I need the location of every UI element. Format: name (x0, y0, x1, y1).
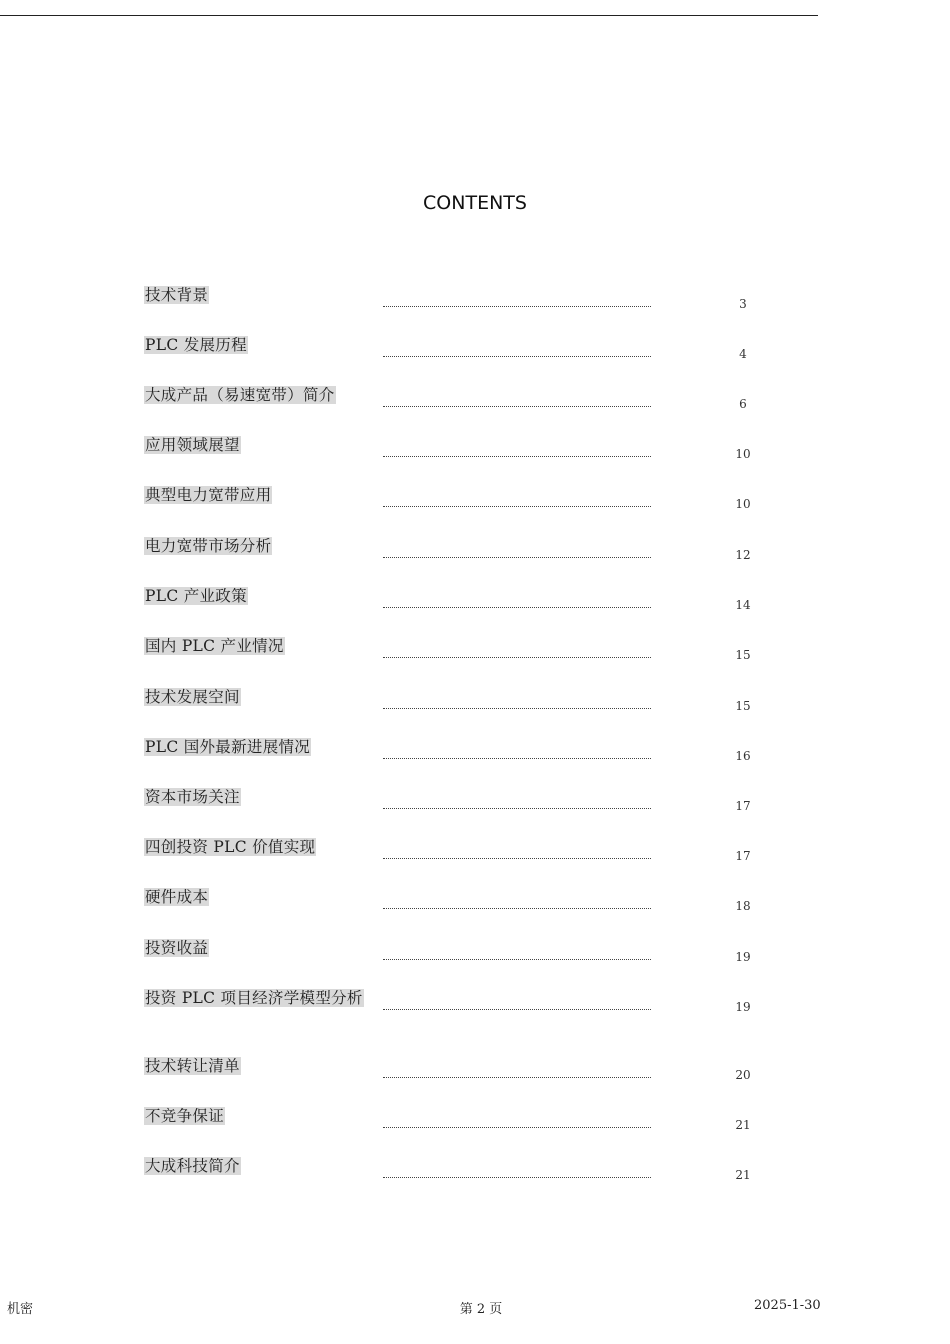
toc-entry[interactable] (0, 784, 950, 832)
toc-dot-leader (383, 557, 651, 558)
toc-entry-label[interactable] (144, 583, 372, 610)
toc-page-number[interactable]: 21 (735, 1168, 751, 1182)
toc-page-number[interactable]: 14 (735, 598, 751, 612)
toc-entry[interactable] (0, 382, 950, 430)
toc-page-number[interactable]: 6 (739, 397, 747, 411)
toc-entry[interactable] (0, 684, 950, 732)
toc-entry-label[interactable] (144, 935, 372, 962)
toc-entry-label[interactable] (144, 432, 372, 459)
toc-entry-label[interactable] (144, 834, 372, 861)
toc-page-number[interactable]: 10 (735, 497, 751, 511)
toc-entry-label-text: 国内 PLC 产业情况 (145, 637, 284, 655)
toc-entry-label-text: 应用领域展望 (145, 436, 240, 454)
toc-entry-label-text: PLC 发展历程 (145, 336, 247, 354)
toc-entry[interactable] (0, 432, 950, 480)
toc-entry-label-text: 四创投资 PLC 价值实现 (145, 838, 316, 856)
toc-page-number[interactable]: 15 (735, 699, 751, 713)
toc-dot-leader (383, 406, 651, 407)
toc-dot-leader (383, 1127, 651, 1128)
toc-entry-label-text: 投资收益 (145, 939, 209, 957)
toc-entry-label-text: 技术背景 (145, 286, 209, 304)
toc-entry-label-text: 典型电力宽带应用 (145, 486, 272, 504)
toc-dot-leader (383, 657, 651, 658)
toc-page-number[interactable]: 17 (735, 849, 751, 863)
toc-dot-leader (383, 1177, 651, 1178)
toc-entry-label-text: 硬件成本 (145, 888, 209, 906)
toc-dot-leader (383, 1009, 651, 1010)
toc-entry-label-text: 大成产品（易速宽带）简介 (145, 386, 335, 404)
toc-dot-leader (383, 306, 651, 307)
toc-entry[interactable] (0, 482, 950, 530)
toc-page-number[interactable]: 15 (735, 648, 751, 662)
toc-dot-leader (383, 607, 651, 608)
toc-page-number[interactable]: 4 (739, 347, 747, 361)
toc-entry-label[interactable] (144, 382, 372, 409)
toc-entry-label[interactable] (144, 734, 372, 761)
toc-dot-leader (383, 356, 651, 357)
toc-entry-label[interactable] (144, 1053, 372, 1080)
toc-entry[interactable] (0, 734, 950, 782)
toc-dot-leader (383, 456, 651, 457)
toc-entry[interactable] (0, 583, 950, 631)
toc-entry[interactable] (0, 985, 950, 1033)
toc-dot-leader (383, 758, 651, 759)
toc-entry-label[interactable] (144, 332, 372, 359)
toc-dot-leader (383, 708, 651, 709)
toc-entry-label-text: 投资 PLC 项目经济学模型分析 (145, 989, 363, 1007)
toc-entry-label[interactable] (144, 533, 372, 560)
toc-page-number[interactable]: 19 (735, 950, 751, 964)
toc-entry-label[interactable] (144, 482, 372, 509)
footer-date: 2025-1-30 (754, 1298, 821, 1313)
toc-entry[interactable] (0, 282, 950, 330)
toc-entry-label-text: 资本市场关注 (145, 788, 240, 806)
toc-page-number[interactable]: 19 (735, 1000, 751, 1014)
toc-page-number[interactable]: 3 (739, 297, 747, 311)
toc-entry[interactable] (0, 1103, 950, 1151)
toc-entry-label-text: 技术转让清单 (145, 1057, 240, 1075)
toc-entry-label[interactable] (144, 784, 372, 811)
toc-entry[interactable] (0, 633, 950, 681)
footer-confidential: 机密 (7, 1302, 34, 1317)
footer-page-number: 第 2 页 (459, 1302, 503, 1317)
toc-entry-label[interactable] (144, 1153, 372, 1180)
toc-dot-leader (383, 808, 651, 809)
toc-page-number[interactable]: 17 (735, 799, 751, 813)
toc-dot-leader (383, 858, 651, 859)
toc-entry-label[interactable] (144, 282, 372, 309)
toc-entry-label[interactable] (144, 985, 372, 1012)
toc-entry[interactable] (0, 533, 950, 581)
toc-entry-label-text: 技术发展空间 (145, 688, 240, 706)
toc-dot-leader (383, 959, 651, 960)
toc-entry[interactable] (0, 1153, 950, 1201)
toc-page-number[interactable]: 12 (735, 548, 751, 562)
toc-page-number[interactable]: 21 (735, 1118, 751, 1132)
toc-dot-leader (383, 506, 651, 507)
page-title: CONTENTS (423, 192, 527, 214)
toc-entry-label[interactable] (144, 684, 372, 711)
toc-dot-leader (383, 1077, 651, 1078)
toc-page-number[interactable]: 20 (735, 1068, 751, 1082)
toc-entry-label-text: 不竞争保证 (145, 1107, 225, 1125)
toc-entry-label[interactable] (144, 1103, 372, 1130)
toc-dot-leader (383, 908, 651, 909)
toc-entry[interactable] (0, 935, 950, 983)
toc-entry[interactable] (0, 884, 950, 932)
toc-entry-label[interactable] (144, 884, 372, 911)
header-rule (0, 15, 818, 16)
toc-entry-label-text: 电力宽带市场分析 (145, 537, 272, 555)
toc-entry[interactable] (0, 1053, 950, 1101)
toc-page-number[interactable]: 18 (735, 899, 751, 913)
toc-entry-label-text: PLC 产业政策 (145, 587, 247, 605)
toc-page-number[interactable]: 10 (735, 447, 751, 461)
toc-entry-label-text: PLC 国外最新进展情况 (145, 738, 311, 756)
toc-entry-label[interactable] (144, 633, 372, 660)
toc-entry[interactable] (0, 332, 950, 380)
toc-entry-label-text: 大成科技简介 (145, 1157, 240, 1175)
toc-entry[interactable] (0, 834, 950, 882)
toc-page-number[interactable]: 16 (735, 749, 751, 763)
